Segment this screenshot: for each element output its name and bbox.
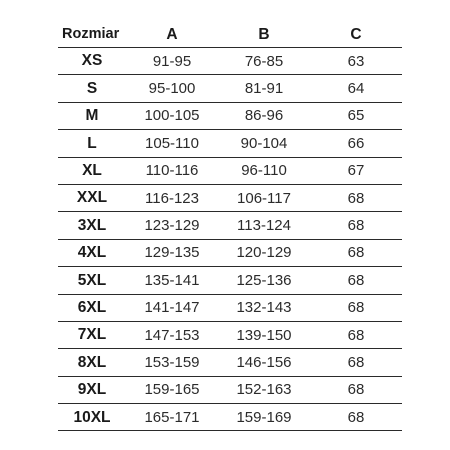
value-a-cell: 91-95 (152, 52, 192, 70)
size-cell: S (86, 79, 98, 97)
value-b-cell: 90-104 (240, 134, 288, 152)
value-b-cell: 96-110 (241, 162, 287, 180)
value-a-cell: 135-141 (144, 271, 200, 289)
value-c-cell: 68 (347, 271, 365, 289)
size-cell: XXL (76, 189, 108, 207)
value-a-cell: 159-165 (144, 381, 200, 399)
value-b-cell: 106-117 (237, 189, 291, 207)
value-a-cell: 110-116 (145, 162, 199, 180)
value-c-cell: 68 (347, 326, 365, 344)
table-row (58, 377, 402, 404)
size-cell: 10XL (73, 408, 111, 426)
header-b: B (258, 25, 270, 43)
value-a-cell: 105-110 (145, 134, 199, 152)
value-c-cell: 66 (347, 134, 365, 152)
value-b-cell: 113-124 (237, 217, 291, 235)
header-c: C (350, 25, 362, 43)
header-a: A (166, 25, 178, 43)
value-a-cell: 153-159 (144, 353, 200, 371)
table-row (58, 404, 402, 431)
value-b-cell: 86-96 (244, 107, 284, 125)
table-body (58, 48, 402, 431)
value-a-cell: 147-153 (144, 326, 200, 344)
value-c-cell: 68 (347, 353, 365, 371)
value-b-cell: 139-150 (236, 326, 292, 344)
table-row (58, 322, 402, 349)
size-chart-table (58, 22, 402, 431)
table-row (58, 267, 402, 294)
value-a-cell: 116-123 (145, 189, 199, 207)
value-b-cell: 132-143 (236, 299, 292, 317)
table-row (58, 185, 402, 212)
value-a-cell: 123-129 (144, 217, 200, 235)
size-cell: 6XL (77, 298, 107, 316)
value-b-cell: 146-156 (236, 353, 292, 371)
table-row (58, 48, 402, 75)
value-c-cell: 63 (347, 52, 365, 70)
value-b-cell: 120-129 (236, 244, 292, 262)
value-a-cell: 95-100 (148, 80, 196, 98)
value-c-cell: 68 (347, 408, 365, 426)
size-cell: XL (82, 162, 102, 179)
size-cell: M (85, 107, 99, 125)
size-cell: 3XL (77, 216, 107, 234)
value-c-cell: 67 (347, 162, 365, 180)
table-row (58, 212, 402, 239)
value-c-cell: 68 (347, 244, 365, 262)
value-a-cell: 165-171 (144, 408, 200, 426)
value-b-cell: 76-85 (244, 52, 284, 70)
value-c-cell: 68 (347, 299, 365, 317)
size-cell: 8XL (77, 353, 107, 371)
table-row (58, 349, 402, 376)
table-row (58, 158, 402, 185)
size-cell: 5XL (77, 271, 107, 289)
value-c-cell: 68 (347, 189, 365, 207)
table-row (58, 240, 402, 267)
value-b-cell: 81-91 (244, 80, 284, 98)
size-cell: 9XL (77, 381, 107, 399)
size-cell: 7XL (77, 326, 107, 344)
value-c-cell: 64 (347, 80, 365, 98)
table-row (58, 103, 402, 130)
value-a-cell: 141-147 (144, 299, 200, 317)
value-c-cell: 65 (347, 107, 365, 125)
table-row (58, 295, 402, 322)
table-row (58, 130, 402, 157)
value-a-cell: 129-135 (144, 244, 200, 262)
value-b-cell: 152-163 (236, 381, 292, 399)
size-cell: 4XL (77, 244, 107, 262)
size-cell: XS (81, 52, 103, 70)
header-size: Rozmiar (62, 26, 120, 43)
value-c-cell: 68 (347, 217, 365, 235)
value-b-cell: 159-169 (236, 408, 292, 426)
value-b-cell: 125-136 (236, 271, 292, 289)
value-c-cell: 68 (347, 381, 365, 399)
table-row (58, 75, 402, 102)
size-cell: L (87, 134, 97, 152)
table-header-row (58, 22, 402, 48)
value-a-cell: 100-105 (144, 107, 200, 125)
